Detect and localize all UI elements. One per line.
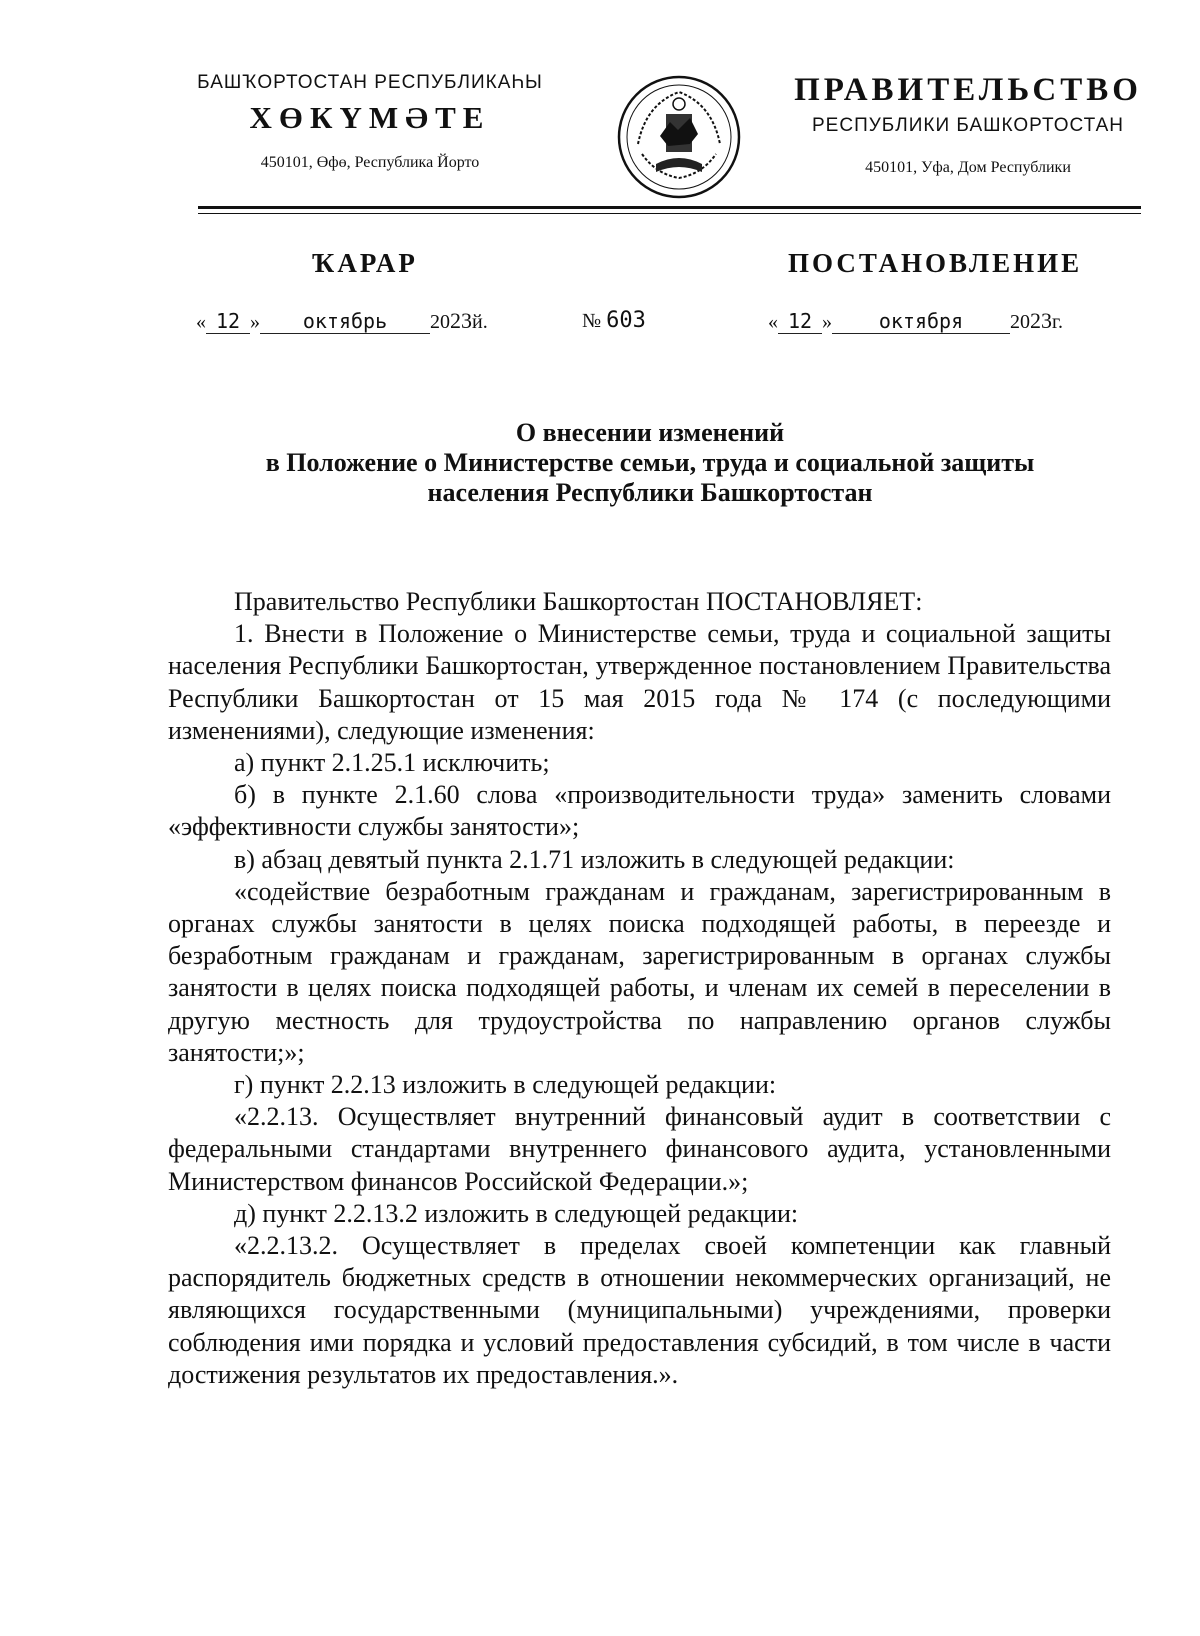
doc-type-left: ҠАРАР: [312, 248, 418, 278]
body-paragraph: «2.2.13. Осуществляет внутренний финансовый аудит в соответствии с федеральными стандартами внутреннего финансового аудита, установленными Министерством финансов Российской Федерации.»;: [168, 1102, 1111, 1196]
date-left-month: октябрь: [260, 309, 430, 334]
date-left-day: 12: [206, 309, 250, 334]
date-left-close-quote: »: [250, 311, 260, 333]
body-paragraph: Правительство Республики Башкортостан ПОСТАНОВЛЯЕТ:: [234, 587, 923, 616]
header-left-line1: БАШҠОРТОСТАН РЕСПУБЛИКАҺЫ: [197, 72, 543, 93]
number-value: 603: [606, 308, 646, 333]
title-line2: в Положение о Министерстве семьи, труда и социальной защиты: [265, 448, 1035, 477]
date-right-year-prefix: 20: [1010, 311, 1030, 333]
header-left-line2: ХӨКҮМӘТЕ: [249, 100, 491, 135]
date-left-year-prefix: 20: [430, 311, 450, 333]
number-sign: №: [582, 310, 602, 332]
date-right-year-suffix: 23: [1030, 308, 1052, 333]
date-left: [196, 308, 488, 334]
date-right-day: 12: [778, 309, 822, 334]
document-body: [168, 586, 1111, 1391]
header-divider-thick: [198, 206, 1141, 209]
date-left-suffix: й.: [472, 311, 488, 333]
body-paragraph: 1. Внести в Положение о Министерстве семьи, труда и социальной защиты населения Республики Башкортостан, утвержденное постановлением Правительства Республики Башкортостан от 15 мая 2015 года № 174 (с последующими изменениями), следующие изменения:: [168, 619, 1111, 745]
date-right-close-quote: »: [822, 311, 832, 333]
body-paragraph: «2.2.13.2. Осуществляет в пределах своей компетенции как главный распорядитель бюджетных средств в отношении некоммерческих организаций, не являющихся государственными (муниципальными) учреждениями, проверки соблюдения ими порядка и условий предоставления субсидий, в том числе в части достижения результатов их предоставления.».: [168, 1231, 1111, 1389]
date-right-month: октября: [832, 309, 1010, 334]
body-paragraph: «содействие безработным гражданам и гражданам, зарегистрированным в органах службы занятости в целях поиска подходящей работы, в переезде и безработным гражданам и гражданам, зарегистрированным в органах службы занятости в целях поиска подходящей работы, и членам их семей в переселении в другую местность для трудоустройства по направлению органов службы занятости;»;: [168, 876, 1111, 1067]
header-right-line2: РЕСПУБЛИКИ БАШКОРТОСТАН: [812, 115, 1124, 136]
body-paragraph: б) в пункте 2.1.60 слова «производительности труда» заменить словами «эффективности службы занятости»;: [168, 780, 1111, 842]
date-right: [768, 308, 1063, 334]
date-left-year-suffix: 23: [450, 308, 472, 333]
document-number: [582, 308, 646, 333]
header-right-address: 450101, Уфа, Дом Республики: [865, 159, 1071, 176]
date-left-open-quote: «: [196, 311, 206, 333]
header-right-line1: ПРАВИТЕЛЬСТВО: [794, 72, 1142, 108]
doc-type-right: ПОСТАНОВЛЕНИЕ: [788, 248, 1083, 278]
header-divider-thin: [198, 213, 1141, 214]
header-left-address: 450101, Өфө, Республика Йорто: [260, 154, 480, 171]
body-paragraph: в) абзац девятый пункта 2.1.71 изложить в следующей редакции:: [234, 844, 955, 874]
date-right-open-quote: «: [768, 311, 778, 333]
document-title: [180, 418, 1120, 508]
title-line1: О внесении изменений: [515, 418, 785, 447]
date-right-suffix: г.: [1052, 311, 1063, 333]
body-paragraph: г) пункт 2.2.13 изложить в следующей редакции:: [234, 1070, 777, 1100]
body-paragraph: а) пункт 2.1.25.1 исключить;: [234, 748, 550, 778]
bashkortostan-coat-of-arms-icon: [616, 74, 742, 200]
body-paragraph: д) пункт 2.2.13.2 изложить в следующей редакции:: [234, 1198, 799, 1228]
header-right-block: [778, 72, 1158, 177]
title-line3: населения Республики Башкортостан: [427, 478, 873, 507]
header-left-block: [170, 72, 570, 172]
